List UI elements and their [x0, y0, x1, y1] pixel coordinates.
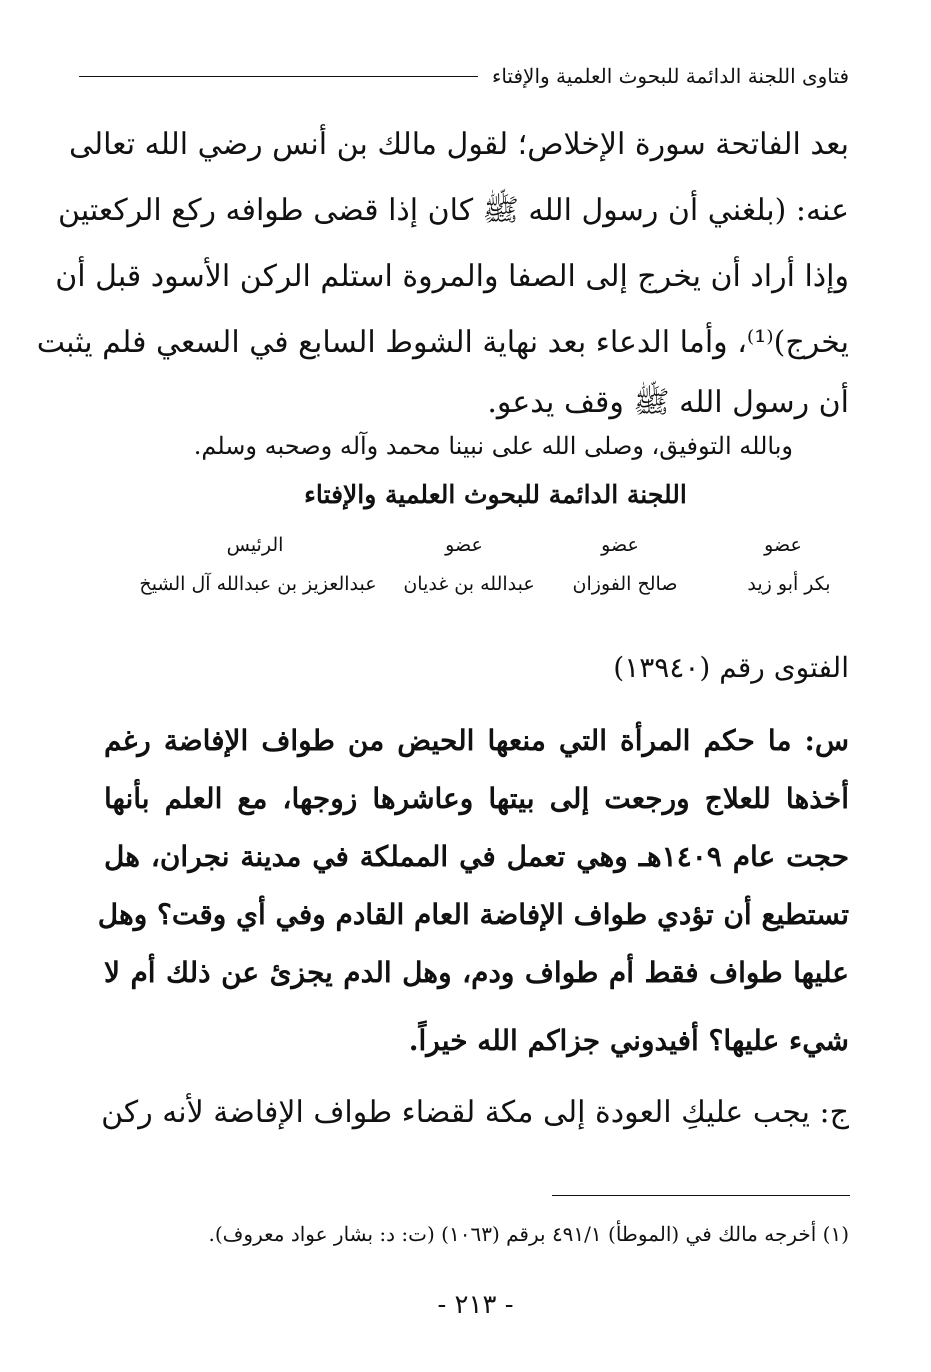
answer-line: ج: يجب عليكِ العودة إلى مكة لقضاء طواف الإفاضة لأنه ركن: [101, 1095, 849, 1130]
signatory-role: عضو: [445, 534, 483, 556]
signatory-role: الرئيس: [226, 534, 284, 556]
signatory-role: عضو: [601, 534, 639, 556]
signatory-role: عضو: [764, 534, 802, 556]
paragraph-line: وإذا أراد أن يخرج إلى الصفا والمروة استلم الركن الأسود قبل أن: [55, 259, 849, 294]
footnote: (١) أخرجه مالك في (الموطأ) ٤٩١/١ برقم (١٠٦٣) (ت: د: بشار عواد معروف).: [208, 1222, 849, 1246]
paragraph-line: بعد الفاتحة سورة الإخلاص؛ لقول مالك بن أنس رضي الله تعالى: [69, 127, 849, 162]
paragraph-line: أن رسول الله ﷺ وقف يدعو.: [487, 385, 849, 420]
page-number: - ٢١٣ -: [437, 1290, 514, 1320]
paragraph-line: يخرج)⁽¹⁾، وأما الدعاء بعد نهاية الشوط السابع في السعي فلم يثبت: [36, 325, 849, 360]
paragraph-line: عنه: (بلغني أن رسول الله ﷺ كان إذا قضى طوافه ركع الركعتين: [57, 193, 849, 228]
question-line: شيء عليها؟ أفيدوني جزاكم الله خيراً.: [408, 1024, 849, 1057]
committee-title: اللجنة الدائمة للبحوث العلمية والإفتاء: [304, 480, 687, 509]
question-line: س: ما حكم المرأة التي منعها الحيض من طواف الإفاضة رغم: [104, 724, 849, 757]
question-line: حجت عام ١٤٠٩هـ وهي تعمل في المملكة في مدينة نجران، هل: [104, 840, 850, 873]
footnote-rule: [552, 1195, 850, 1196]
closing-prayer: وبالله التوفيق، وصلى الله على نبينا محمد وآله وصحبه وسلم.: [193, 432, 793, 460]
signatory-name: بكر أبو زيد: [747, 573, 831, 595]
signatory-name: عبدالله بن غديان: [403, 573, 535, 595]
running-header: [79, 58, 849, 94]
signatory-name: عبدالعزيز بن عبدالله آل الشيخ: [139, 573, 377, 595]
header-title: فتاوى اللجنة الدائمة للبحوث العلمية والإفتاء: [491, 64, 849, 88]
question-line: أخذها للعلاج ورجعت إلى بيتها وعاشرها زوجها، مع العلم بأنها: [104, 782, 849, 815]
signatory-name: صالح الفوزان: [572, 573, 678, 595]
question-line: تستطيع أن تؤدي طواف الإفاضة العام القادم وفي أي وقت؟ وهل: [97, 898, 849, 931]
fatwa-number: الفتوى رقم (١٣٩٤٠): [613, 651, 849, 684]
question-line: عليها طواف فقط أم طواف ودم، وهل الدم يجزئ عن ذلك أم لا: [104, 956, 849, 989]
header-rule: [79, 76, 478, 77]
